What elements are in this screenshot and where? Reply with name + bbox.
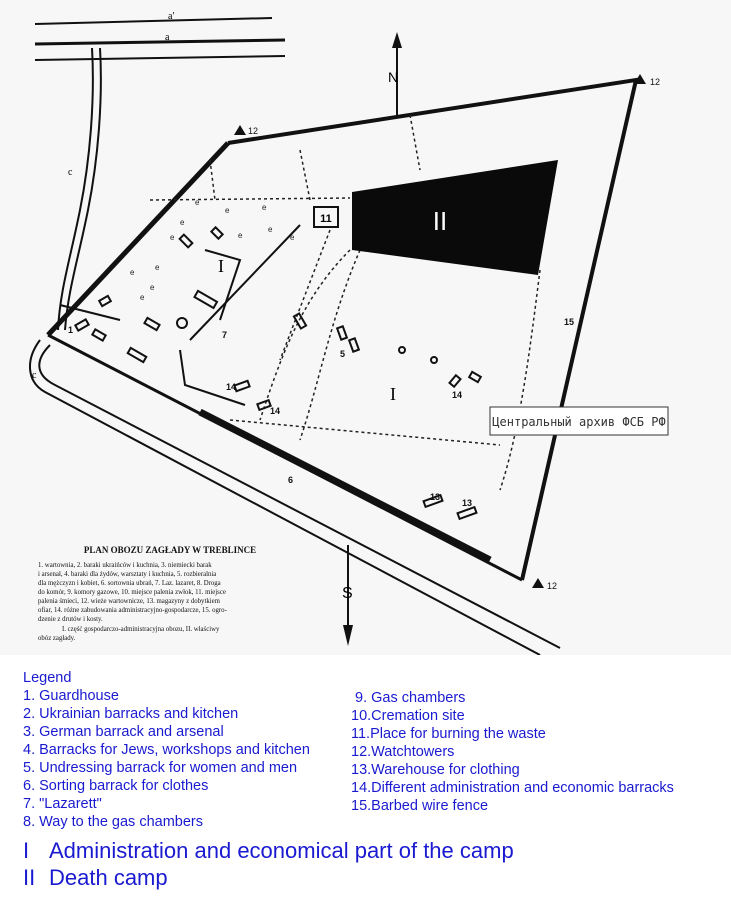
svg-text:1: 1 <box>68 325 74 335</box>
legend-item-8: 8. Way to the gas chambers <box>23 814 203 830</box>
road-label-c-2: c <box>32 370 37 381</box>
svg-text:obóz zagłady.: obóz zagłady. <box>38 635 76 642</box>
legend-item-2: 2. Ukrainian barracks and kitchen <box>23 706 239 722</box>
south-label: S <box>342 585 353 602</box>
svg-text:12: 12 <box>547 581 558 591</box>
svg-text:e: e <box>268 225 273 234</box>
legend-item-5: 5. Undressing barrack for women and men <box>23 760 298 776</box>
svg-text:e: e <box>155 263 160 272</box>
svg-text:dzenie z drutów i kosty.: dzenie z drutów i kosty. <box>38 616 103 623</box>
svg-text:I. część gospodarczo-administr: I. część gospodarczo-administracyjna obozu, II. właściwy <box>62 626 220 633</box>
legend-item-3: 3. German barrack and arsenal <box>23 724 224 740</box>
svg-text:e: e <box>290 233 295 242</box>
svg-text:dla mężczyzn i kobiet, 6. sort: dla mężczyzn i kobiet, 6. sortownia ubrań, 7. Laz. lazaret, 8. Droga <box>38 580 221 587</box>
svg-text:palenia śmieci, 12. wieże wart: palenia śmieci, 12. wieże wartownicze, 13. magazyny z dobytkiem <box>38 598 220 605</box>
svg-text:7: 7 <box>222 330 228 340</box>
legend-item-6: 6. Sorting barrack for clothes <box>23 778 209 794</box>
svg-text:13: 13 <box>430 492 441 502</box>
svg-text:e: e <box>150 283 155 292</box>
box-11-label: 11 <box>320 213 332 225</box>
zone-II-text: Death camp <box>49 865 168 890</box>
svg-text:14: 14 <box>226 382 237 392</box>
legend-item-9: 9. Gas chambers <box>351 690 466 706</box>
legend-item-1: 1. Guardhouse <box>23 688 119 704</box>
svg-text:14: 14 <box>270 406 281 416</box>
legend-item-15: 15.Barbed wire fence <box>351 798 489 814</box>
archive-stamp-text: Центральный архив ФСБ РФ <box>492 415 666 429</box>
zone-I-admin-label: I <box>218 256 224 276</box>
svg-text:12: 12 <box>650 77 661 87</box>
legend-item-4: 4. Barracks for Jews, workshops and kitchen <box>23 742 310 758</box>
svg-text:e: e <box>130 268 135 277</box>
svg-text:e: e <box>238 231 243 240</box>
legend-item-12: 12.Watchtowers <box>351 744 455 760</box>
zone-I-legend <box>23 838 514 864</box>
svg-text:e: e <box>170 233 175 242</box>
svg-text:6: 6 <box>288 475 294 485</box>
legend-item-7: 7. "Lazarett" <box>23 796 102 812</box>
svg-text:1. wartownia, 2. baraki ukraiń: 1. wartownia, 2. baraki ukraińców i kuchnia, 3. niemiecki barak <box>38 562 212 569</box>
svg-text:e: e <box>140 293 145 302</box>
zone-II-label: II <box>432 206 448 236</box>
legend-item-11: 11.Place for burning the waste <box>351 726 546 742</box>
road-label-a: a <box>165 32 170 43</box>
legend-item-14: 14.Different administration and economic barracks <box>351 780 674 796</box>
legend-item-13: 13.Warehouse for clothing <box>351 762 520 778</box>
legend-title: Legend <box>23 670 72 686</box>
zone-I-numeral: I <box>23 838 30 863</box>
zone-I-text: Administration and economical part of the camp <box>49 838 514 863</box>
svg-text:i arsenał, 4. baraki dla żydów: i arsenał, 4. baraki dla żydów, warsztaty i kuchnia, 5. rozbieralnia <box>38 571 217 578</box>
svg-text:13: 13 <box>462 498 473 508</box>
zone-II-legend <box>23 865 168 891</box>
svg-text:15: 15 <box>564 317 575 327</box>
legend-item-10: 10.Cremation site <box>351 708 465 724</box>
road-label-a-prime: a' <box>168 11 175 22</box>
svg-text:5: 5 <box>340 349 346 359</box>
svg-text:e: e <box>180 218 185 227</box>
svg-text:e: e <box>225 206 230 215</box>
road-label-c-1: c <box>68 167 73 178</box>
svg-text:do komór, 9. komory gazowe, 10: do komór, 9. komory gazowe, 10. miejsce palenia zwłok, 11. miejsce <box>38 589 226 596</box>
svg-text:ofiar, 14. różne zabudowania a: ofiar, 14. różne zabudowania administracyjno-gospodarcze, 15. ogro- <box>38 607 227 614</box>
svg-text:e: e <box>262 203 267 212</box>
archive-stamp <box>490 407 668 435</box>
svg-text:14: 14 <box>452 390 463 400</box>
north-label: N <box>388 69 399 85</box>
zone-II-numeral: II <box>23 865 36 890</box>
svg-text:e: e <box>195 198 200 207</box>
caption-title: PLAN OBOZU ZAGŁADY W TREBLINCE <box>83 545 257 555</box>
zone-I-lower-label: I <box>390 384 396 404</box>
svg-text:12: 12 <box>248 126 259 136</box>
